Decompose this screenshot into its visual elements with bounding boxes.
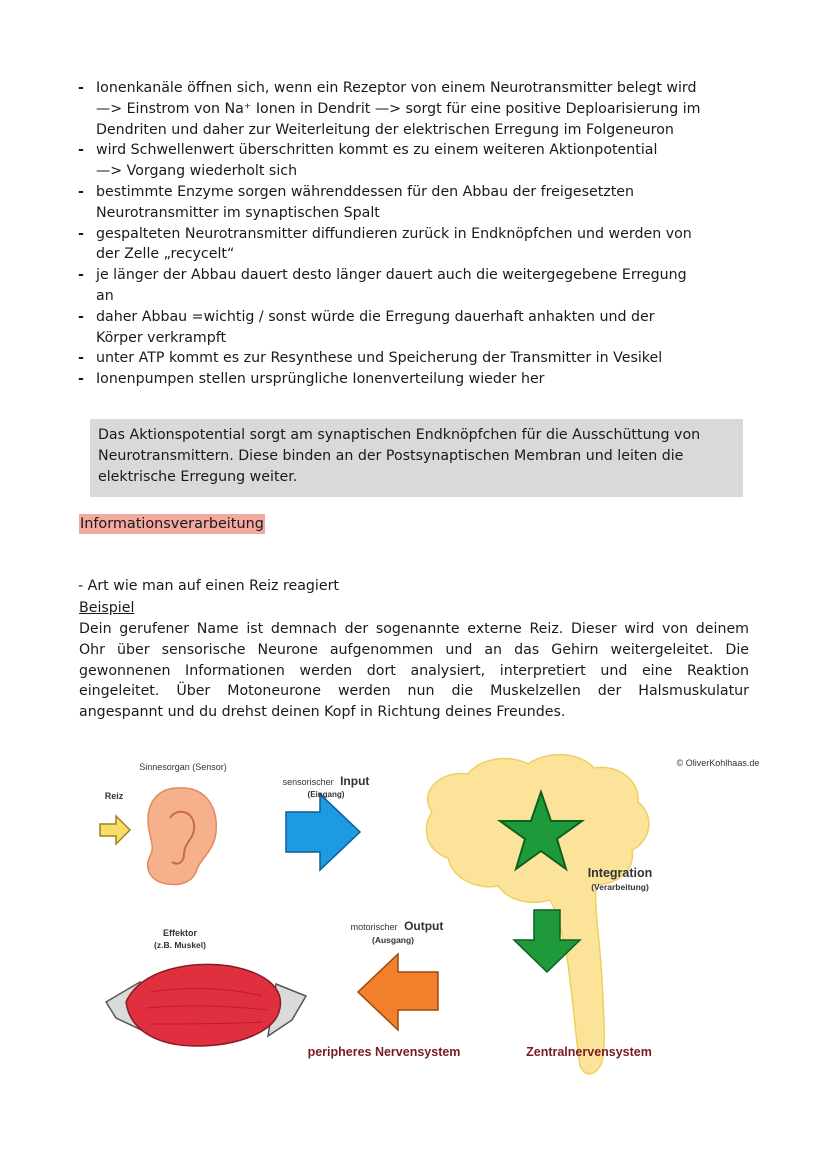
bullet-line: - gespalteten Neurotransmitter diffundieren zurück in Endknöpfchen und werden von — [96, 225, 692, 242]
summary-line: Das Aktionspotential sorgt am synaptischen Endknöpfchen für die Ausschüttung von — [98, 427, 701, 443]
copyright-text: © OliverKohlhaas.de — [676, 758, 760, 768]
input-word: Input — [340, 774, 370, 788]
bullet-item — [78, 224, 778, 266]
integration-word: Integration — [587, 866, 653, 880]
summary-line: elektrische Erregung weiter. — [98, 468, 298, 485]
input-arrow-icon — [286, 794, 360, 870]
bullet-item — [78, 369, 778, 390]
bullet-item — [78, 140, 778, 182]
reiz-label: Reiz — [104, 791, 124, 801]
summary-line: Neurotransmittern. Diese binden an der Postsynaptischen Membran und leiten die — [98, 447, 684, 464]
bullet-item — [78, 307, 778, 349]
summary-box — [90, 419, 743, 497]
bullet-line: - Ionenkanäle öffnen sich, wenn ein Rezeptor von einem Neurotransmitter belegt wird — [96, 80, 697, 96]
muscle-icon — [126, 964, 280, 1046]
bullet-item — [78, 265, 778, 307]
effektor-label: Effektor — [162, 928, 198, 938]
output-word: Output — [404, 919, 444, 933]
example-paragraph — [79, 619, 749, 723]
bullet-line: - daher Abbau =wichtig / sonst würde die Erregung dauerhaft anhakten und der — [96, 308, 655, 325]
bullet-line: - wird Schwellenwert überschritten kommt es zu einem weiteren Aktionpotential — [96, 142, 658, 159]
bullet-line: der Zelle „recycelt“ — [96, 246, 235, 263]
bullet-line: - bestimmte Enzyme sorgen währenddessen für den Abbau der freigesetzten — [96, 183, 634, 200]
example-line: gewonnenen Informationen werden dort analysiert, interpretiert und eine Reaktion — [79, 662, 749, 679]
example-line: Ohr über sensorische Neurone aufgenommen und an das Gehirn weitergeleitet. Die — [79, 641, 749, 658]
output-arrow-icon — [358, 954, 438, 1030]
bullet-line: —> Einstrom von Na⁺ Ionen in Dendrit —> sorgt für eine positive Deploarisierung im — [96, 100, 701, 117]
bullet-line: - Ionenpumpen stellen ursprüngliche Ionenverteilung wieder her — [96, 371, 545, 388]
section-intro: - Art wie man auf einen Reiz reagiert — [78, 578, 339, 594]
bullet-line: Körper verkrampft — [96, 329, 227, 346]
information-processing-diagram — [0, 740, 828, 1080]
reiz-arrow-icon — [100, 816, 130, 844]
ear-icon — [148, 788, 216, 885]
effektor-sub: (z.B. Muskel) — [154, 940, 206, 950]
integration-sub: (Verarbeitung) — [591, 882, 649, 892]
bullet-item — [78, 78, 778, 140]
bullet-item — [78, 182, 778, 224]
output-prefix: motorischer — [350, 922, 398, 932]
example-label: Beispiel — [79, 600, 135, 616]
bullet-line: - unter ATP kommt es zur Resynthese und Speicherung der Transmitter in Vesikel — [96, 350, 663, 367]
input-label — [283, 772, 370, 789]
output-sub: (Ausgang) — [371, 935, 415, 945]
output-label — [351, 917, 444, 934]
bullet-line: —> Vorgang wiederholt sich — [96, 163, 298, 180]
bullet-line: an — [96, 287, 114, 304]
bullet-item — [78, 348, 778, 369]
pns-label: peripheres Nervensystem — [307, 1045, 461, 1059]
bullet-line: Neurotransmitter im synaptischen Spalt — [96, 204, 380, 221]
bullet-list — [78, 78, 778, 390]
bullet-line: Dendriten und daher zur Weiterleitung der elektrischen Erregung im Folgeneuron — [96, 121, 674, 138]
zns-label: Zentralnervensystem — [526, 1045, 652, 1059]
example-line: Dein gerufener Name ist demnach der sogenannte externe Reiz. Dieser wird von deinem — [79, 621, 749, 637]
sensor-label: Sinnesorgan (Sensor) — [139, 762, 227, 772]
bullet-line: - je länger der Abbau dauert desto länger dauert auch die weitergegebene Erregung — [96, 267, 687, 284]
section-heading: Informationsverarbeitung — [80, 516, 264, 532]
input-prefix: sensorischer — [282, 777, 334, 787]
example-line: angespannt und du drehst deinen Kopf in Richtung deines Freundes. — [79, 704, 566, 721]
example-line: eingeleitet. Über Motoneurone werden nun die Muskelzellen der Halsmuskulatur — [79, 683, 749, 700]
input-sub: (Eingang) — [307, 790, 345, 799]
